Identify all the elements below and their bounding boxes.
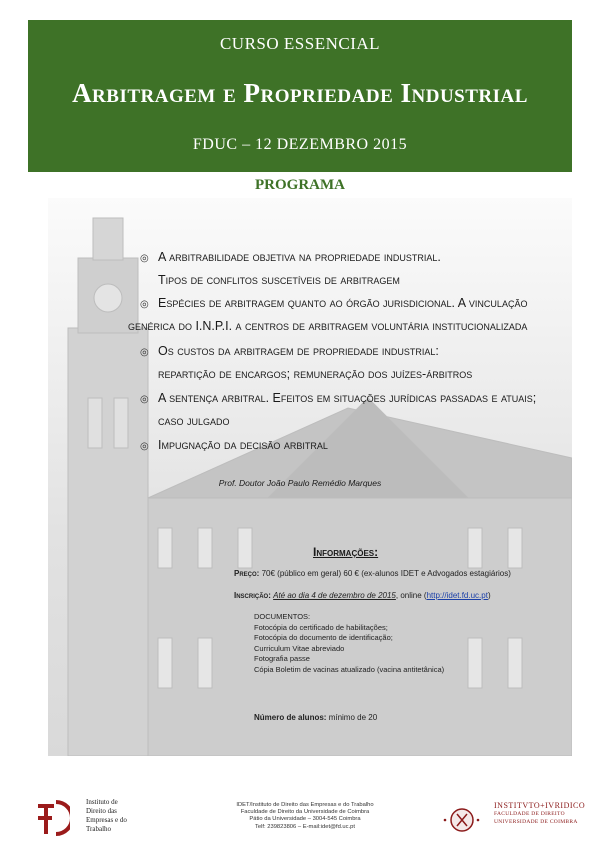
idet-logo-icon [34, 798, 70, 838]
programa-heading: PROGRAMA [255, 177, 345, 193]
documents-list [254, 612, 444, 675]
students-label: Número de alunos: [254, 713, 327, 722]
program-item-line: Os custos da arbitragem de propriedade industrial: [158, 344, 439, 358]
idet-line: Trabalho [86, 825, 112, 833]
address-line: Pátio da Universidade – 3004-545 Coimbra [249, 816, 361, 823]
program-item-line: caso julgado [158, 414, 230, 428]
course-date: FDUC – 12 DEZEMBRO 2015 [192, 136, 408, 153]
documents-heading: DOCUMENTOS: [254, 612, 311, 621]
registration-info [234, 591, 491, 600]
program-item-line: Tipos de conflitos suscetíveis de arbitragem [158, 273, 400, 287]
iuridico-name: INSTITVTO+IVRIDICO [494, 801, 586, 810]
idet-line: Direito das [86, 807, 117, 815]
document-item: Cópia Boletim de vacinas atualizado (vacina antitetânica) [254, 664, 445, 674]
program-item-line: Espécies de arbitragem quanto ao órgão jurisdicional. A vinculação [158, 296, 528, 310]
program-item-line: Impugnação da decisão arbitral [158, 438, 328, 452]
document-item: Curriculum Vitae abreviado [254, 643, 345, 653]
footer [0, 790, 600, 848]
program-item-line: genérica do I.N.P.I. a centros de arbitragem voluntária institucionalizada [128, 319, 528, 333]
price-label: Preço: [234, 569, 260, 578]
idet-line: Instituto de [86, 798, 118, 806]
iuridico-faculty: FACULDADE DE DIREITO [494, 811, 565, 817]
bullet-icon: ◎ [140, 299, 149, 310]
registration-end: ) [487, 591, 491, 600]
instituto-iuridico-logo [494, 802, 585, 826]
document-item: Fotocópia do certificado de habilitações; [254, 622, 388, 632]
address-block [210, 802, 400, 831]
bullet-icon: ◎ [140, 441, 149, 452]
course-type: CURSO ESSENCIAL [219, 34, 381, 53]
registration-deadline: Até ao dia 4 de dezembro de 2015 [273, 591, 396, 600]
address-line: IDET/Instituto de Direito das Empresas e do Trabalho [236, 802, 374, 808]
address-line: Faculdade de Direito da Universidade de Coimbra [240, 809, 370, 816]
idet-name [86, 798, 127, 834]
address-line: Telf: 239823806 – E-mail:idet@fd.uc.pt [255, 823, 355, 830]
iuridico-university: UNIVERSIDADE DE COIMBRA [494, 819, 578, 825]
bullet-icon: ◎ [140, 347, 149, 358]
price-info [234, 569, 511, 578]
program-item-line: repartição de encargos; remuneração dos juízes-árbitros [158, 367, 473, 381]
course-title: Arbitragem e Propriedade Industrial [72, 78, 528, 108]
students-info [254, 713, 377, 722]
university-seal-icon [440, 802, 480, 838]
author-name: Prof. Doutor João Paulo Remédio Marques [218, 478, 382, 488]
document-item: Fotografia passe [254, 654, 310, 663]
registration-link[interactable]: http://idet.fd.uc.pt [426, 591, 488, 600]
students-value: mínimo de 20 [328, 713, 378, 722]
registration-label: Inscrição: [234, 591, 271, 600]
info-heading: Informações: [313, 545, 379, 559]
price-value: 70€ (público em geral) 60 € (ex-alunos IDET e Advogados estagiários) [261, 569, 511, 578]
bullet-icon: ◎ [140, 394, 149, 405]
program-item-line: A arbitrabilidade objetiva na propriedade industrial. [158, 250, 441, 264]
program-item-line: A sentença arbitral. Efeitos em situações jurídicas passadas e atuais; [158, 391, 537, 405]
document-item: Fotocópia do documento de identificação; [254, 633, 393, 642]
bullet-icon: ◎ [140, 253, 149, 264]
registration-mid: , online ( [395, 591, 427, 600]
idet-line: Empresas e do [86, 816, 127, 824]
